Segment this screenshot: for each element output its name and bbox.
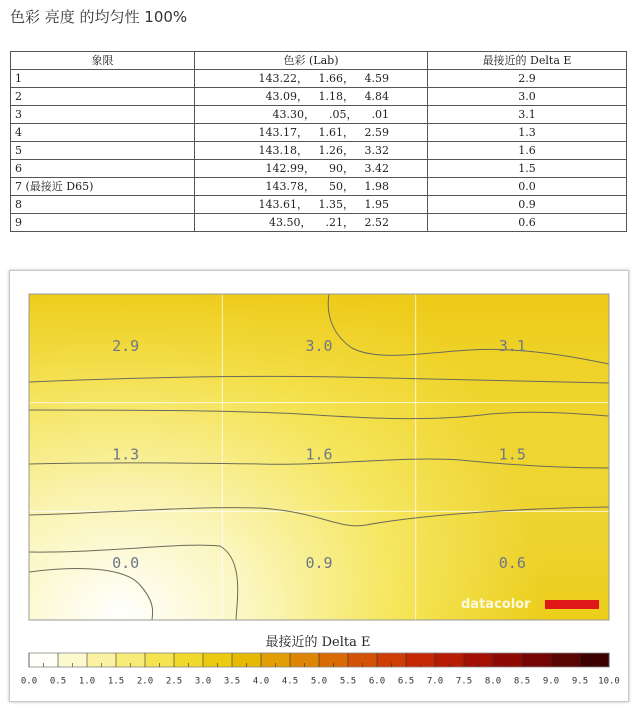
delta-e-cell: 1.6 [428, 142, 627, 160]
quadrant-cell: 2 [11, 88, 195, 106]
cell-value-label: 3.1 [498, 336, 526, 355]
delta-e-cell: 3.1 [428, 106, 627, 124]
lab-cell: 43.50， .21， 2.52 [195, 214, 428, 232]
colorbar-tick-label: 2.5 [165, 676, 183, 687]
page-title: 色彩 亮度 的均匀性 100% [10, 8, 188, 26]
delta-e-cell: 1.3 [428, 124, 627, 142]
colorbar-tick-label: 7.5 [455, 676, 473, 687]
column-header-lab: 色彩 (Lab) [195, 52, 428, 70]
cell-value-label: 2.9 [112, 336, 140, 355]
watermark-bar [545, 600, 599, 609]
lab-cell: 142.99， 90， 3.42 [195, 160, 428, 178]
quadrant-cell: 3 [11, 106, 195, 124]
datacolor-watermark: datacolor [461, 597, 531, 612]
delta-e-cell: 3.0 [428, 88, 627, 106]
column-header-quadrant: 象限 [11, 52, 195, 70]
colorbar-tick-label: 4.0 [252, 676, 270, 687]
colorbar-tick-label: 7.0 [426, 676, 444, 687]
cell-value-label: 1.6 [305, 445, 333, 464]
cell-value-label: 0.0 [112, 554, 140, 573]
lab-cell: 143.17， 1.61， 2.59 [195, 124, 428, 142]
colorbar-tick-label: 5.5 [339, 676, 357, 687]
quadrant-cell: 9 [11, 214, 195, 232]
quadrant-cell: 8 [11, 196, 195, 214]
quadrant-cell: 7 (最接近 D65) [11, 178, 195, 196]
cell-value-label: 3.0 [305, 336, 333, 355]
quadrant-cell: 1 [11, 70, 195, 88]
colorbar-tick-label: 9.5 [571, 676, 589, 687]
lab-cell: 143.61， 1.35， 1.95 [195, 196, 428, 214]
colorbar-tick-label: 3.5 [223, 676, 241, 687]
lab-cell: 143.22， 1.66， 4.59 [195, 70, 428, 88]
colorbar-tick-label: 1.0 [78, 676, 96, 687]
colorbar-tick-label: 10.0 [598, 676, 620, 687]
delta-e-cell: 0.6 [428, 214, 627, 232]
colorbar-tick-label: 4.5 [281, 676, 299, 687]
cell-value-label: 1.3 [112, 445, 140, 464]
colorbar-title: 最接近的 Delta E [265, 635, 371, 650]
colorbar-tick-label: 8.0 [484, 676, 502, 687]
cell-value-label: 1.5 [498, 445, 526, 464]
colorbar-tick-label: 0.5 [49, 676, 67, 687]
lab-cell: 43.09， 1.18， 4.84 [195, 88, 428, 106]
quadrant-cell: 5 [11, 142, 195, 160]
cell-value-label: 0.6 [498, 554, 526, 573]
column-header-delta-e: 最接近的 Delta E [428, 52, 627, 70]
colorbar-tick-label: 2.0 [136, 676, 154, 687]
lab-cell: 143.18， 1.26， 3.32 [195, 142, 428, 160]
delta-e-cell: 0.0 [428, 178, 627, 196]
quadrant-cell: 6 [11, 160, 195, 178]
quadrant-cell: 4 [11, 124, 195, 142]
colorbar-tick-label: 1.5 [107, 676, 125, 687]
colorbar-tick-label: 6.0 [368, 676, 386, 687]
lab-cell: 43.30， .05， .01 [195, 106, 428, 124]
colorbar-tick-label: 5.0 [310, 676, 328, 687]
colorbar-tick-label: 8.5 [513, 676, 531, 687]
colorbar-tick-label: 3.0 [194, 676, 212, 687]
delta-e-cell: 0.9 [428, 196, 627, 214]
lab-cell: 143.78， 50， 1.98 [195, 178, 428, 196]
colorbar-tick-label: 0.0 [20, 676, 38, 687]
delta-e-cell: 2.9 [428, 70, 627, 88]
colorbar-tick-label: 9.0 [542, 676, 560, 687]
cell-value-label: 0.9 [305, 554, 333, 573]
colorbar-tick-label: 6.5 [397, 676, 415, 687]
delta-e-cell: 1.5 [428, 160, 627, 178]
